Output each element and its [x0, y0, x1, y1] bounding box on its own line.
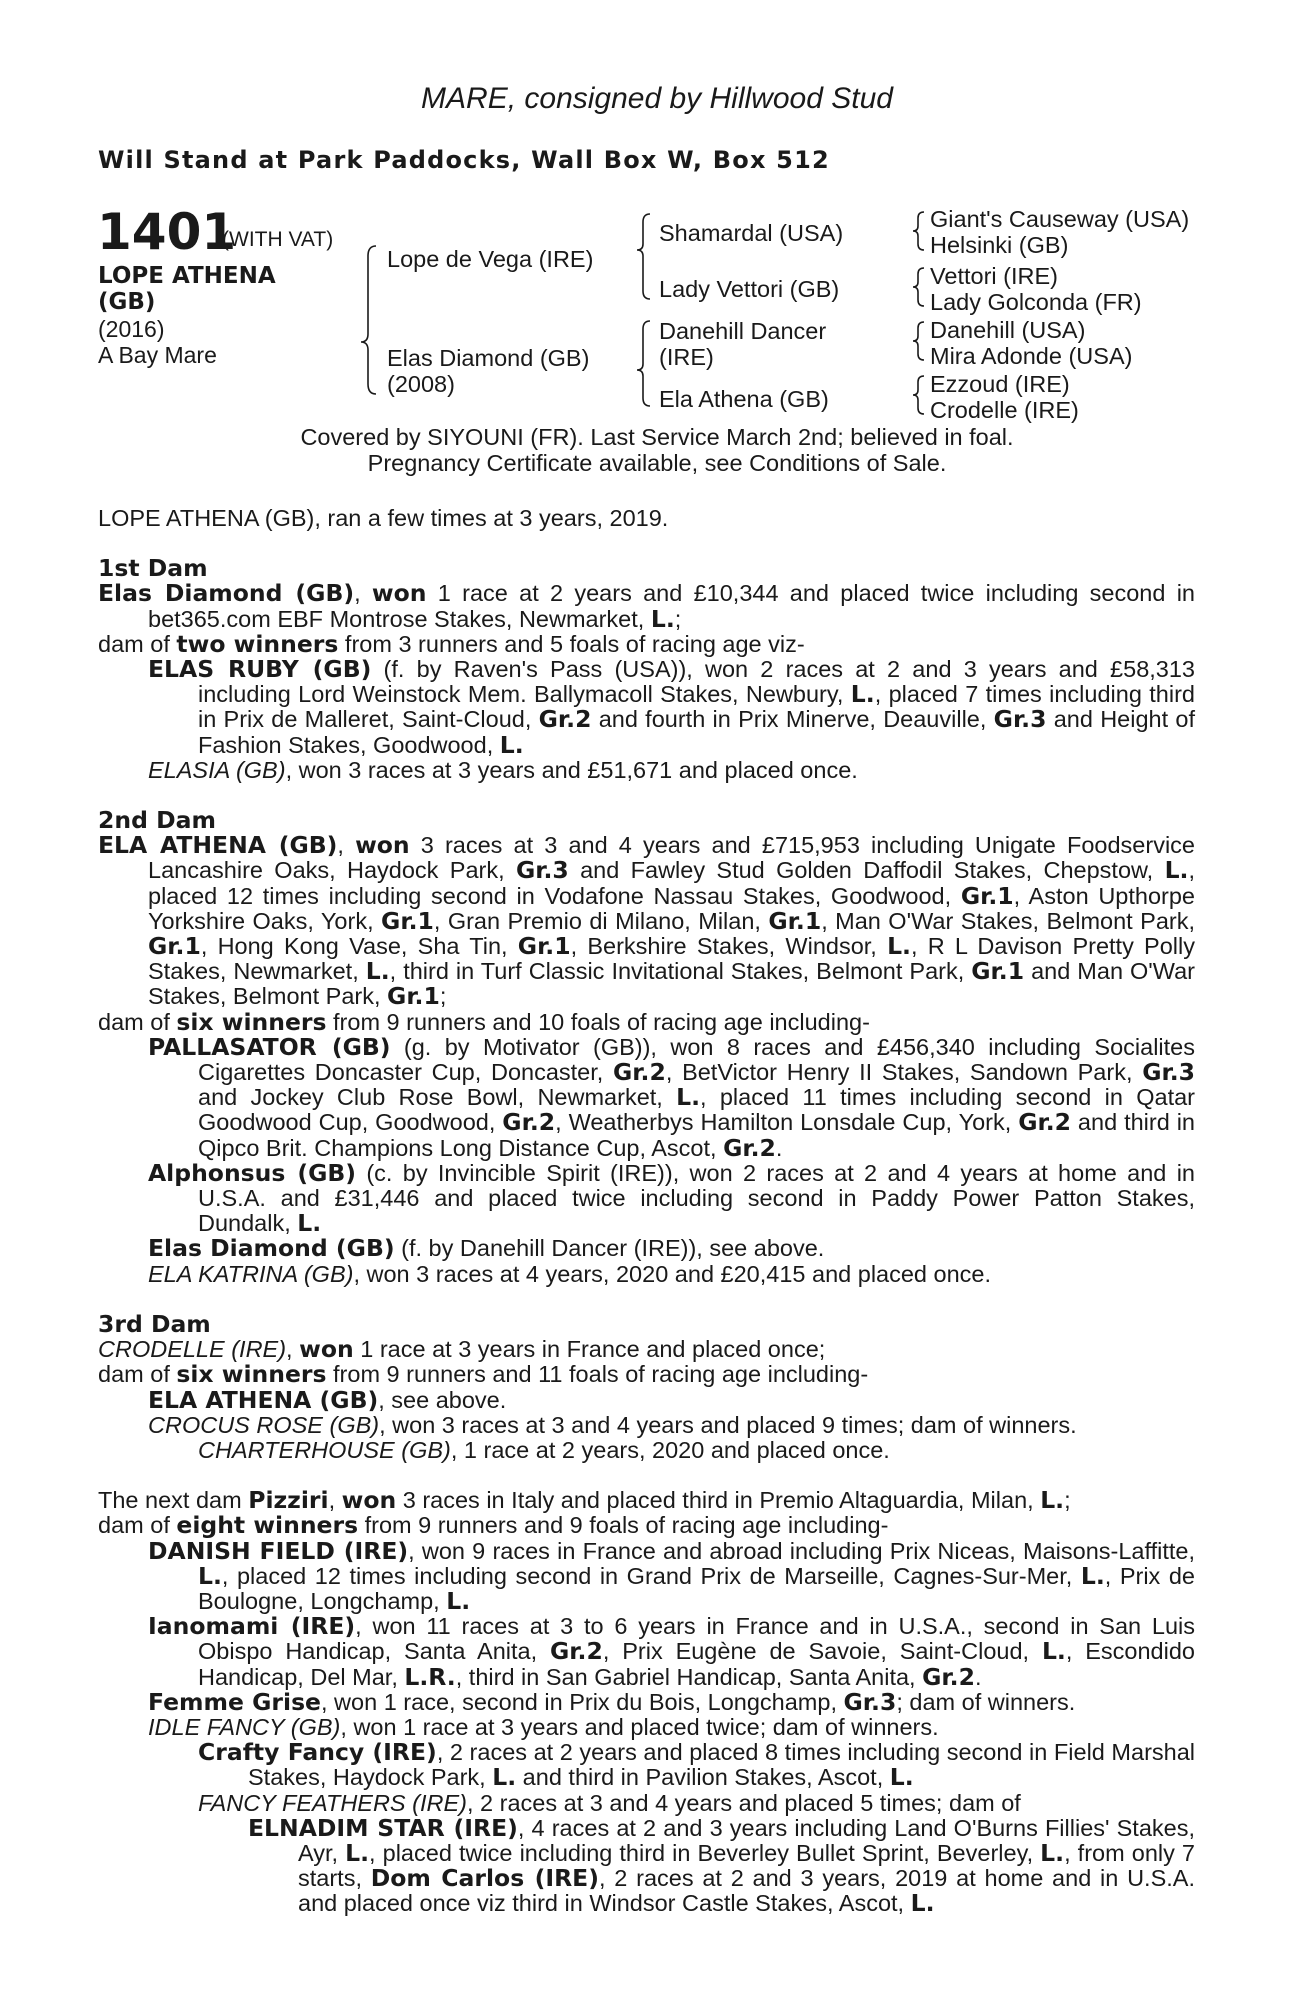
- text-run: , third in San Gabriel Handicap, Santa Anita,: [455, 1663, 923, 1690]
- text-run: and Jockey Club Rose Bowl, Newmarket,: [198, 1084, 677, 1111]
- text-run: , won 3 races at 3 years and £51,671 and placed once.: [285, 756, 858, 783]
- text-run: , placed 12 times including second in Vodafone Nassau Stakes, Goodwood,: [148, 857, 1195, 909]
- bold-text: 1st Dam: [98, 554, 208, 583]
- bold-text: ELNADIM STAR (IRE): [248, 1813, 518, 1842]
- text-run: .: [974, 1663, 982, 1690]
- bold-text: Gr.2: [613, 1058, 666, 1087]
- text-run: and fourth in Prix Minerve, Deauville,: [591, 706, 994, 733]
- text-run: 1 race at 2 years and £10,344 and placed twice including second in bet365.com EBF Montrose Stakes, Newmarket,: [148, 580, 1196, 632]
- text-run: ,: [286, 1336, 300, 1363]
- bold-text: six winners: [176, 1360, 327, 1389]
- pedigree-paragraph: [98, 1813, 1196, 1918]
- bold-text: won: [299, 1335, 354, 1364]
- text-run: , 4 races at 2 and 3 years including Land O'Burns Fillies' Stakes, Ayr,: [298, 1814, 1196, 1866]
- bold-text: Ianomami (IRE): [148, 1612, 356, 1641]
- pedigree-gen3-2: Helsinki (GB): [930, 232, 1069, 258]
- pedigree-paragraph: [98, 1032, 1195, 1162]
- pedigree-paragraph: [98, 629, 1195, 658]
- pedigree-paragraph: [98, 758, 1195, 783]
- bold-text: L.: [889, 1763, 914, 1792]
- bold-text: six winners: [176, 1007, 327, 1036]
- text-run: , won 1 race at 3 years and placed twice; dam of winners.: [340, 1713, 939, 1740]
- pedigree-paragraph: [98, 657, 1195, 758]
- text-run: , 2 races at 3 and 4 years and placed 5 times; dam of: [466, 1789, 1021, 1816]
- pedigree-paragraph: [98, 581, 1195, 631]
- bold-text: Gr.2: [538, 705, 592, 734]
- text-run: from 9 runners and 11 foals of racing age including-: [326, 1361, 869, 1388]
- bold-text: L.: [1164, 856, 1189, 885]
- bold-text: Gr.3: [515, 856, 569, 885]
- text-run: 3 races in Italy and placed third in Premio Altaguardia, Milan,: [396, 1487, 1041, 1514]
- text-run: , from only 7 starts,: [298, 1839, 1195, 1892]
- pedigree-sire: Lope de Vega (IRE): [387, 246, 594, 272]
- bold-text: Gr.1: [381, 906, 434, 935]
- bold-text: ELA ATHENA (GB): [98, 831, 338, 860]
- horse-name: LOPE ATHENA: [98, 263, 276, 289]
- pedigree-gen3-6: Mira Adonde (USA): [930, 343, 1133, 369]
- horse-description: A Bay Mare: [98, 342, 217, 368]
- text-run: , placed 11 times including second in Qatar Goodwood Cup, Goodwood,: [198, 1084, 1195, 1136]
- bold-text: two winners: [176, 629, 339, 658]
- text-run: (f. by Danehill Dancer (IRE)), see above.: [394, 1235, 825, 1262]
- text-run: , won 3 races at 4 years, 2020 and £20,415 and placed once.: [353, 1260, 992, 1287]
- pedigree-paragraph: [98, 1687, 1195, 1716]
- bold-text: L.: [1080, 1561, 1105, 1590]
- pedigree-paragraph: [98, 1513, 1195, 1538]
- bold-text: L.: [446, 1586, 471, 1615]
- text-run: ;: [1064, 1487, 1071, 1514]
- text-run: , won 11 races at 3 to 6 years in France and in U.S.A., second in San Luis Obispo Handicap, Santa Anita,: [198, 1613, 1195, 1665]
- pedigree-paragraph: [98, 1536, 1195, 1615]
- text-run: , Gran Premio di Milano, Milan,: [433, 907, 769, 934]
- text-run: , Weatherbys Hamilton Lonsdale Cup, York,: [555, 1109, 1019, 1136]
- covered-note: Covered by SIYOUNI (FR). Last Service March 2nd; believed in foal.: [300, 424, 1014, 450]
- bold-text: Alphonsus (GB): [148, 1158, 357, 1187]
- bold-text: Gr.2: [550, 1637, 603, 1666]
- bold-text: L.: [1040, 1838, 1065, 1867]
- pregnancy-note: Pregnancy Certificate available, see Conditions of Sale.: [367, 450, 947, 476]
- bold-text: L.: [492, 1763, 517, 1792]
- text-run: , Prix Eugène de Savoie, Saint-Cloud,: [602, 1638, 1042, 1665]
- section-heading: [98, 556, 1195, 581]
- pedigree-paragraph: [98, 833, 1195, 1009]
- bold-text: Crafty Fancy (IRE): [198, 1738, 437, 1767]
- bold-text: DANISH FIELD (IRE): [148, 1536, 409, 1565]
- text-run: , won 3 races at 3 and 4 years and placed 9 times; dam of winners.: [379, 1411, 1077, 1438]
- italic-text: ELASIA (GB): [148, 756, 286, 783]
- bold-text: Gr.3: [843, 1687, 897, 1716]
- italic-text: CRODELLE (IRE): [98, 1336, 287, 1363]
- pedigree-paragraph: [98, 1385, 1195, 1414]
- section-heading: [98, 808, 1195, 833]
- text-run: (f. by Raven's Pass (USA)), won 2 races at 2 and 3 years and £58,313 including Lord Weinstock Mem. Ballymacoll Stakes, Newbury,: [198, 656, 1195, 708]
- pedigree-gen3-5: Danehill (USA): [930, 317, 1086, 343]
- bold-text: 2nd Dam: [98, 806, 216, 835]
- text-run: 3 races at 3 and 4 years and £715,953 including Unigate Foodservice Lancashire Oaks, Haydock Park,: [148, 832, 1195, 884]
- horse-name-suffix: (GB): [98, 289, 156, 315]
- bold-text: ELA ATHENA (GB): [148, 1385, 379, 1414]
- text-run: ;: [439, 983, 447, 1010]
- pedigree-sire-dam: Lady Vettori (GB): [659, 276, 840, 302]
- bold-text: L.: [365, 957, 390, 986]
- text-run: The next dam: [98, 1487, 249, 1514]
- bold-text: L.R.: [404, 1662, 456, 1691]
- bold-text: 3rd Dam: [98, 1309, 211, 1338]
- pedigree-paragraph: [98, 1007, 1195, 1036]
- pedigree-dam-sire-suffix: (IRE): [659, 344, 714, 370]
- text-run: from 9 runners and 10 foals of racing age including-: [326, 1008, 870, 1035]
- text-run: LOPE ATHENA (GB), ran a few times at 3 years, 2019.: [98, 505, 669, 531]
- text-run: , placed 7 times including third in Prix de Malleret, Saint-Cloud,: [198, 681, 1195, 733]
- pedigree-dam-year: (2008): [387, 371, 455, 397]
- pedigree-gen3-4: Lady Golconda (FR): [930, 289, 1142, 315]
- bold-text: Gr.1: [971, 957, 1025, 986]
- text-run: dam of: [98, 1512, 177, 1539]
- bold-text: Gr.3: [1142, 1058, 1195, 1087]
- bold-text: L.: [1040, 1486, 1065, 1515]
- pedigree-paragraph: [98, 1362, 1195, 1387]
- pedigree-gen3-1: Giant's Causeway (USA): [930, 206, 1190, 232]
- pedigree-gen3-8: Crodelle (IRE): [930, 397, 1079, 423]
- text-run: ; dam of winners.: [896, 1688, 1076, 1715]
- pedigree-paragraph: [98, 1158, 1195, 1238]
- pedigree-dam-sire: Danehill Dancer: [659, 318, 827, 344]
- text-run: ,: [328, 1487, 342, 1514]
- pedigree-dam: Elas Diamond (GB): [387, 345, 590, 371]
- pedigree-dam-dam: Ela Athena (GB): [659, 386, 829, 412]
- text-run: , Escondido Handicap, Del Mar,: [198, 1638, 1195, 1690]
- text-run: , 2 races at 2 years and placed 8 times including second in Field Marshal Stakes, Haydock Park,: [248, 1739, 1196, 1791]
- text-run: ,: [354, 580, 372, 607]
- bold-text: L.: [499, 730, 524, 759]
- bold-text: L.: [297, 1209, 322, 1238]
- bold-text: Gr.2: [922, 1662, 975, 1691]
- bold-text: won: [341, 1486, 397, 1515]
- text-run: (g. by Motivator (GB)), won 8 races and £456,340 including Socialites Cigarettes Doncaster Cup, Doncaster,: [198, 1033, 1195, 1086]
- text-run: , see above.: [378, 1386, 507, 1413]
- bold-text: L.: [676, 1083, 701, 1112]
- bold-text: Gr.1: [148, 932, 201, 961]
- text-run: ;: [674, 605, 682, 632]
- page-title: MARE, consigned by Hillwood Stud: [421, 82, 893, 115]
- text-run: dam of: [98, 1361, 177, 1388]
- italic-text: IDLE FANCY (GB): [148, 1713, 341, 1740]
- bold-text: Gr.1: [517, 932, 571, 961]
- bold-text: L.: [345, 1838, 370, 1867]
- bold-text: Elas Diamond (GB): [98, 579, 355, 608]
- bold-text: Elas Diamond (GB): [148, 1234, 395, 1263]
- text-run: , R L Davison Pretty Polly Stakes, Newmarket,: [148, 933, 1195, 985]
- text-run: , Aston Upthorpe Yorkshire Oaks, York,: [148, 882, 1195, 934]
- text-run: and third in Pavilion Stakes, Ascot,: [516, 1764, 890, 1791]
- catalogue-body: [98, 498, 1195, 1917]
- bold-text: eight winners: [176, 1511, 359, 1540]
- bold-text: L.: [1041, 1637, 1066, 1666]
- pedigree-paragraph: [98, 1614, 1195, 1690]
- italic-text: ELA KATRINA (GB): [148, 1260, 354, 1287]
- pedigree-gen3-7: Ezzoud (IRE): [930, 371, 1070, 397]
- bold-text: Gr.2: [502, 1108, 556, 1137]
- text-run: , BetVictor Henry II Stakes, Sandown Park,: [665, 1059, 1143, 1086]
- text-run: dam of: [98, 630, 177, 657]
- text-run: and Height of Fashion Stakes, Goodwood,: [198, 706, 1195, 758]
- pedigree-paragraph: [98, 1262, 1195, 1287]
- text-run: from 9 runners and 9 foals of racing age including-: [358, 1512, 889, 1539]
- text-run: , 1 race at 2 years, 2020 and placed once.: [450, 1436, 890, 1463]
- bold-text: Femme Grise: [148, 1687, 321, 1716]
- text-run: (c. by Invincible Spirit (IRE)), won 2 races at 2 and 4 years at home and in U.S.A. and £31,446 and placed twice including second in Paddy Power Patton Stakes, Dundalk,: [198, 1159, 1195, 1237]
- text-run: , 2 races at 2 and 3 years, 2019 at home and in U.S.A. and placed once viz third in Windsor Castle Stakes, Ascot,: [298, 1865, 1195, 1917]
- text-run: , won 1 race, second in Prix du Bois, Longchamp,: [321, 1688, 844, 1715]
- text-run: , placed 12 times including second in Grand Prix de Marseille, Cagnes-Sur-Mer,: [221, 1562, 1081, 1589]
- section-heading: [98, 1309, 1195, 1338]
- italic-text: FANCY FEATHERS (IRE): [198, 1789, 467, 1816]
- text-run: , Man O'War Stakes, Belmont Park,: [821, 907, 1195, 934]
- text-run: , Prix de Boulogne, Longchamp,: [198, 1562, 1195, 1614]
- bold-text: Gr.2: [723, 1133, 776, 1162]
- bold-text: L.: [887, 932, 911, 961]
- bold-text: won: [371, 579, 427, 608]
- bold-text: Dom Carlos (IRE): [370, 1864, 599, 1893]
- pedigree-gen3-3: Vettori (IRE): [930, 263, 1058, 289]
- pedigree-sire-sire: Shamardal (USA): [659, 220, 844, 246]
- text-run: 1 race at 3 years in France and placed once;: [353, 1336, 826, 1363]
- bold-text: Gr.3: [993, 705, 1047, 734]
- bold-text: PALLASATOR (GB): [148, 1032, 391, 1061]
- text-run: .: [775, 1134, 783, 1161]
- foaling-year: (2016): [98, 316, 165, 342]
- pedigree-paragraph: [98, 1337, 1195, 1362]
- pedigree-paragraph: [98, 1488, 1195, 1513]
- text-run: , third in Turf Classic Invitational Stakes, Belmont Park,: [389, 958, 972, 985]
- text-run: , Hong Kong Vase, Sha Tin,: [200, 933, 518, 960]
- bold-text: L.: [910, 1889, 935, 1918]
- text-run: from 3 runners and 5 foals of racing age viz-: [338, 630, 805, 657]
- pedigree-paragraph: [98, 1413, 1195, 1438]
- bold-text: won: [355, 831, 410, 860]
- bold-text: ELAS RUBY (GB): [148, 655, 372, 684]
- pedigree-paragraph: [98, 1791, 1195, 1816]
- text-run: ,: [337, 832, 356, 859]
- text-run: , won 9 races in France and abroad including Prix Niceas, Maisons-Laffitte,: [408, 1537, 1195, 1564]
- pedigree-paragraph: [98, 506, 1195, 531]
- pedigree-paragraph: [98, 1236, 1195, 1261]
- pedigree-paragraph: [98, 1715, 1195, 1740]
- bold-text: L.: [850, 680, 875, 709]
- text-run: and Man O'War Stakes, Belmont Park,: [148, 958, 1195, 1010]
- bold-text: Gr.2: [1018, 1108, 1071, 1137]
- text-run: and Fawley Stud Golden Daffodil Stakes, Chepstow,: [568, 857, 1165, 884]
- text-run: and third in Qipco Brit. Champions Long Distance Cup, Ascot,: [198, 1109, 1195, 1161]
- text-run: dam of: [98, 1008, 177, 1035]
- text-run: , Berkshire Stakes, Windsor,: [570, 933, 888, 960]
- text-run: , placed twice including third in Beverley Bullet Sprint, Beverley,: [369, 1839, 1041, 1866]
- italic-text: CHARTERHOUSE (GB): [198, 1436, 451, 1463]
- bold-text: Pizziri: [248, 1486, 329, 1515]
- bold-text: Gr.1: [960, 881, 1014, 910]
- bold-text: Gr.1: [768, 906, 822, 935]
- bold-text: L.: [650, 604, 675, 633]
- pedigree-paragraph: [98, 1438, 1195, 1463]
- lot-number: 1401: [97, 203, 237, 261]
- stand-location: Will Stand at Park Paddocks, Wall Box W, Box 512: [98, 146, 830, 174]
- bold-text: Gr.1: [387, 982, 440, 1011]
- italic-text: CROCUS ROSE (GB): [148, 1411, 380, 1438]
- pedigree-paragraph: [98, 1740, 1195, 1790]
- bold-text: L.: [198, 1561, 222, 1590]
- vat-note: (WITH VAT): [222, 228, 334, 251]
